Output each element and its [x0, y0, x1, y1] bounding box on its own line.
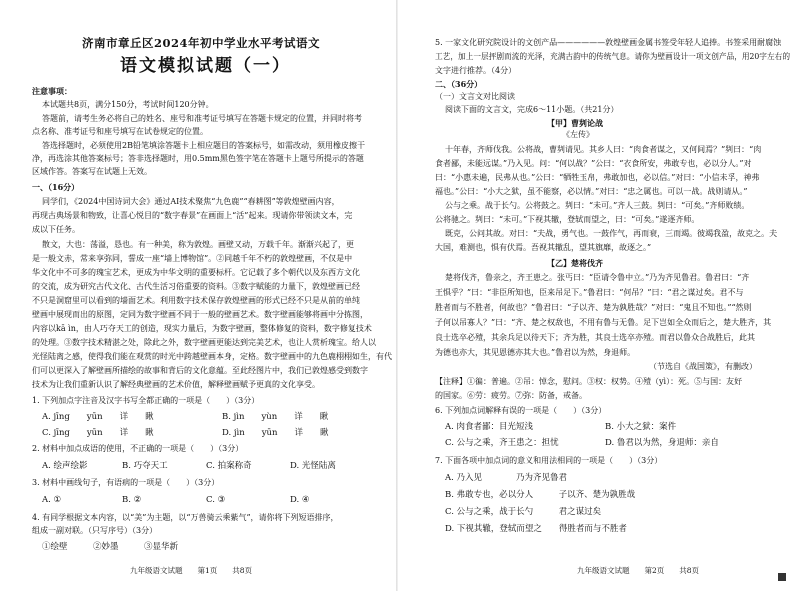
page-footer-2: 九年级语文试题 第2页 共8页	[577, 566, 700, 575]
notice-line: 答题前，请考生务必将自己的姓名、座号和准考证号填写在答题卡规定的位置，并同时将考	[42, 114, 362, 123]
passage-line: 壁画中展现而出的原图，定同为数字壁画不同于一般的壁画艺术。数字壁画能够将画中分拣图，	[32, 310, 368, 319]
question-7-option-b[interactable]: B. 弗敢专也，必以分人 子以齐、楚为孰胜哉	[445, 490, 636, 500]
question-4-items: ①绘壁 ②妙墨 ③显华新	[42, 542, 179, 552]
passage-line: 华文化中不可多的瑰宝艺术，更成为中华文明的重要标杆。它记载了多个朝代以及东西方文化	[32, 268, 360, 277]
notice-heading: 注意事项：	[32, 86, 72, 96]
notice-line: 净，再选涂其他答案标号；答非选择题时，用0.5mm黑色签字笔在答题卡上题号所提示的答题	[32, 154, 364, 163]
passage-line: 的交流，成为研究古代文化、古代生活习俗重要的资料。③数字赋能的力量下，敦煌壁画已经	[32, 282, 360, 291]
passage-jia-line: 曰：“小惠未遍，民弗从也。”公曰：“牺牲玉帛，弗敢加也，必以信。”对曰：“小信未孚，神弗	[435, 173, 760, 182]
notice-line: 本试题共8页，满分150分，考试时间120分钟。	[42, 100, 214, 109]
question-6-option-b[interactable]: B. 小大之狱：案件	[605, 422, 677, 432]
question-3-option-c[interactable]: C. ③	[206, 495, 226, 505]
passage-jia-line: 食者鄙，未能远谋。”乃入见。问：“何以战？”公曰：“衣食所安，弗敢专也，必以分人。”对	[435, 159, 752, 168]
reading-instruction: 阅读下面的文言文，完成6～11小题。（共21分）	[445, 105, 619, 114]
corner-stamp-icon	[778, 573, 786, 581]
passage-yi-line: 良士选卒必殪，其余兵足以待天下；齐为胜，其良士选卒亦殪。而君以鲁众合战胜后，此其	[435, 333, 755, 342]
passage-line: 成以下任务。	[32, 225, 80, 234]
question-1-stem: 1. 下列加点字注音及汉字书写全都正确的一项是（ ）（3分）	[32, 396, 260, 405]
question-4-stem-continued: 组成一副对联。（只写序号）（3分）	[32, 526, 158, 535]
passage-jia-title: 【甲】曹刿论战	[547, 118, 603, 128]
notice-line: 答选择题时，必须使用2B铅笔填涂答题卡上相应题目的答案标号，如需改动，须用橡皮擦干	[42, 141, 365, 150]
question-7-stem: 7. 下面各项中加点词的意义和用法相同的一项是（ ）（3分）	[435, 456, 663, 465]
passage-yi-line: 胜者而与不胜者，何故也？”鲁君曰：“子以齐、楚为孰胜哉？”对曰：“鬼且不知也。”“然则	[435, 303, 752, 312]
passage-yi-line: 子何以吊寡人？”曰：“齐、楚之权敌也，不用有鲁与无鲁。足下岂如全众而后之，楚大胜齐，其	[435, 318, 772, 327]
passage-line: 技术为让我们重新认识了解经典壁画的艺术价值，解释壁画赋予更真的文化享受。	[32, 380, 320, 389]
passage-jia-line: 十年春，齐师伐我。公将战，曹刿请见。其乡人曰：“肉食者谋之，又何间焉？”刿曰：“肉	[445, 145, 762, 154]
question-2-option-a[interactable]: A. 绘声绘影	[42, 461, 88, 471]
passage-yi-line: 王惧乎？”曰：“非臣所知也，臣来吊足下。”鲁君曰：“何吊？”曰：“君之谋过矣。君不与	[435, 288, 744, 297]
section-heading: 一、（16分）	[32, 182, 80, 192]
question-4-stem: 4. 有同学根据文本内容，以“美”为主题，以“万兽骑云乘紫气”，请你将下列短语排序，	[32, 513, 339, 522]
notice-line: 点名称、准考证号和座号填写在试卷规定的位置。	[32, 127, 208, 136]
question-1-option-b[interactable]: B. jìn yùn 详 瞅	[222, 412, 329, 422]
question-7-option-a[interactable]: A. 乃入见 乃为齐见鲁君	[445, 473, 568, 483]
question-2-option-b[interactable]: B. 巧夺天工	[122, 461, 168, 471]
question-1-option-a[interactable]: A. jīng yūn 详 瞅	[42, 412, 154, 422]
question-3-stem: 3. 材料中画线句子，有语病的一项是（ ）（3分）	[32, 478, 220, 487]
passage-line: 同学们，《2024中国诗词大会》通过AI技术聚焦“九色鹿”“春耕图”等敦煌壁画内容，	[42, 197, 340, 206]
subsection-heading: （一）文言文对比阅读	[435, 92, 515, 101]
question-1-option-d[interactable]: D. jìn yūn 详 瞅	[222, 428, 329, 438]
question-3-option-a[interactable]: A. ①	[42, 495, 62, 505]
passage-line: 的处理。③数字技术精湛之处，除此之外，数字壁画更能达到完美艺术，也让人赏析瑰宝。给人以	[32, 338, 376, 347]
question-5-line: 文字进行推荐。（4分）	[435, 66, 517, 75]
exam-header: 济南市章丘区2024年初中学业水平考试语文	[82, 36, 321, 50]
question-6-stem: 6. 下列加点词解释有误的一项是（ ）（3分）	[435, 406, 607, 415]
question-5-line: 工艺，加上一层抨剧而流的光泽，充满古韵中的传统气息。请你为壁画设计一项文创产品，用20字左右的	[435, 52, 791, 61]
question-2-option-c[interactable]: C. 拍案称奇	[206, 461, 252, 471]
passage-line: 散文，大也：荡溢，恳也。有一种美，称为敦煌。画壁又动，万载千年。渐渐兴起了，更	[42, 240, 354, 249]
passage-line: 再现古典场景和物致，让喜心悦目的“数字春景”在画面上“活”起来。现请你带领读文本，完	[32, 211, 353, 220]
right-page	[397, 0, 794, 591]
notes-line: 的国家。⑥劳：疲劳。⑦弥：防备，戒备。	[435, 391, 587, 400]
question-1-option-c[interactable]: C. jīng yūn 详 瞅	[42, 428, 154, 438]
exam-title: 语文模拟试题（一）	[120, 56, 291, 76]
question-7-option-c[interactable]: C. 公与之乘，战于长勺 君之谋过矣	[445, 507, 602, 517]
question-2-stem: 2. 材料中加点成语的使用，不正确的一项是（ ）（3分）	[32, 444, 244, 453]
passage-jia-line: 公将驰之。刿曰：“未可。”下视其辙，登轼而望之，曰：“可矣。”遂逐齐师。	[435, 215, 700, 224]
passage-line: 是一般文赤，常来享弥同，誓成一座“墙上博物馆”。②同越千年不朽的敦煌壁画，不仅是中	[32, 254, 353, 263]
question-5-line: 5. 一家文化研究院设计的文创产品——————敦煌壁画金属书签受年轻人追捧。书签采用耐腐蚀	[435, 38, 782, 47]
passage-yi-line: 为德也亦大，其见恩德亦其大也。”鲁君以为然，身退师。	[435, 348, 636, 357]
page-footer-1: 九年级语文试题 第1页 共8页	[130, 566, 253, 575]
question-6-option-c[interactable]: C. 公与之乘，齐王患之：担忧	[445, 438, 559, 448]
question-3-option-d[interactable]: D. ④	[290, 495, 310, 505]
passage-jia-source: 《左传》	[562, 130, 594, 139]
passage-line: 不只是洞窟里可以看到的墙面艺术。利用数字技术保存敦煌壁画的形式已经不只是从前的单纯	[32, 296, 360, 305]
passage-line: 光怪陆离之感，使得我们能在观赏的时光中跨越壁画本身，定格。数字壁画中的九色鹿栩栩如生，有代	[32, 352, 392, 361]
passage-yi-line: 楚将伐齐，鲁亲之，齐王患之。张丐曰：“臣请令鲁中立。”乃为齐见鲁君。鲁君曰：“齐	[445, 273, 750, 282]
passage-line: 们可以更深入了解壁画所描绘的故事和背后的文化意蕴。至此经图片中，我们已敦煌感受到数字	[32, 366, 368, 375]
passage-jia-line: 公与之乘。战于长勺。公将鼓之。刿曰：“未可。”齐人三鼓。刿曰：“可矣。”齐师败绩。	[445, 201, 750, 210]
passage-yi-source: （节选自《战国策》，有删改）	[649, 362, 757, 371]
question-2-option-d[interactable]: D. 光怪陆离	[290, 461, 336, 471]
passage-line: 内容以kā ìn，由人巧夺天工的创造，现实力量后，为数字壁画，整体修复的资料，数字修复技术	[32, 324, 372, 333]
section-heading: 二、（36分）	[435, 79, 483, 89]
passage-jia-line: 福也。”公曰：“小大之狱，虽不能察，必以情。”对曰：“忠之属也。可以一战。战则请从。”	[435, 187, 748, 196]
question-3-option-b[interactable]: B. ②	[122, 495, 142, 505]
notice-line: 区域作答。答案写在试题上无效。	[32, 167, 152, 176]
question-6-option-d[interactable]: D. 鲁君以为然，身退师：亲自	[605, 438, 719, 448]
passage-yi-title: 【乙】楚将伐齐	[547, 258, 603, 268]
question-7-option-d[interactable]: D. 下视其辙，登轼而望之 得胜者而与不胜者	[445, 524, 627, 534]
notes-line: 【注释】①徧：普遍。②吊：悼念，慰问。③权：权势。④殪（yì）：死。⑤与国：友好	[435, 377, 743, 386]
question-6-option-a[interactable]: A. 肉食者鄙：目光短浅	[445, 422, 534, 432]
passage-jia-line: 既克，公问其故。对曰：“夫战，勇气也。一鼓作气，再而衰，三而竭。彼竭我盈，故克之。夫	[445, 229, 778, 238]
passage-jia-line: 大国，难测也，惧有伏焉。吾视其辙乱，望其旗靡，故逐之。”	[435, 243, 652, 252]
